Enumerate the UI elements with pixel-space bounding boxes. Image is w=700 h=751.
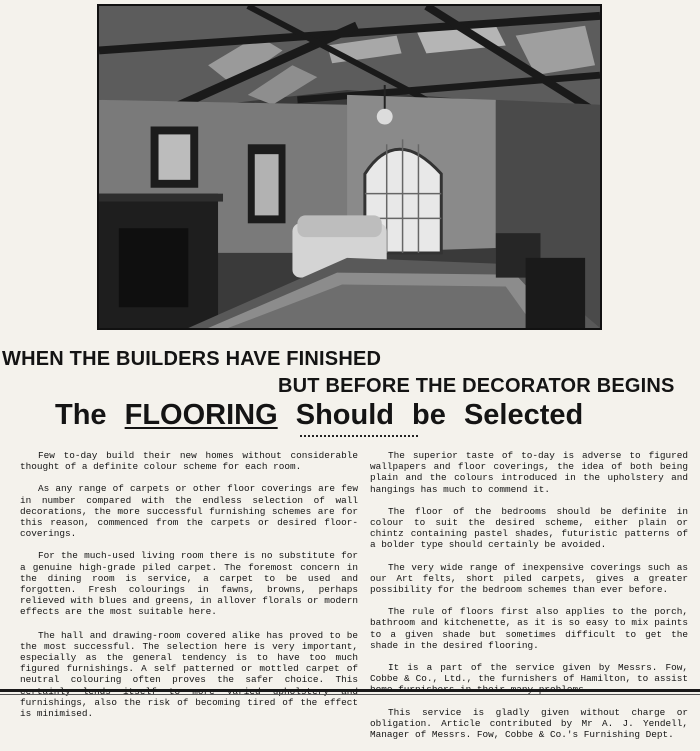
living-room-illustration — [99, 6, 600, 328]
paragraph: For the much-used living room there is no substitute for a genuine high-grade piled carpet. The foremost concern in the dining room is service, a carpet to be used and forgotten. Fresh colourings in fawns, browns, perhaps relieved with blues and greens, in allover florals or modern effects are the most suitable here. — [20, 550, 358, 618]
article-column-right — [370, 450, 688, 751]
paragraph: As any range of carpets or other floor coverings are few in number compared with the endless selection of wall decorations, the more successful furnishing schemes are for this reason, commenced from the carpets or desired floor-coverings. — [20, 483, 358, 540]
paragraph: The very wide range of inexpensive coverings such as our Art felts, short piled carpets, gives a greater possibility for the bedroom schemes than ever before. — [370, 561, 688, 596]
page-bottom-rule-thin — [0, 694, 700, 695]
headline-line-2: BUT BEFORE THE DECORATOR BEGINS — [278, 375, 675, 397]
page-bottom-rule — [0, 689, 700, 692]
article-title — [55, 399, 655, 432]
paragraph: This service is gladly given without charge or obligation. Article contributed by Mr A. J. Yendell, Manager of Messrs. Fow, Cobbe & Co.'s Furnishing Dept. — [370, 706, 688, 741]
paragraph: The floor of the bedrooms should be definite in colour to suit the desired scheme, either plain or chintz containing pastel shades, futuristic patterns of a bolder type should certainly be avoided. — [370, 505, 688, 551]
title-underline-rule — [300, 435, 418, 437]
paragraph: The superior taste of to-day is adverse to figured wallpapers and floor coverings, the idea of both being plain and the colours introduced in the upholstery and hangings has much to commend it. — [370, 450, 688, 495]
title-word-the: The — [55, 399, 107, 431]
paragraph: Few to-day build their new homes without considerable thought of a definite colour scheme for each room. — [20, 450, 358, 473]
title-rest: Should be Selected — [295, 399, 584, 431]
title-word-flooring: FLOORING — [124, 399, 278, 431]
living-room-photo — [97, 4, 602, 330]
headline-line-1: WHEN THE BUILDERS HAVE FINISHED — [2, 348, 382, 370]
paragraph: The hall and drawing-room covered alike has proved to be the most successful. The selection here is very important, especially as the general tendency is to have too much figured furnishings. A self patterned or mottled carpet of neutral colouring often proves the safer choice. This furnishings, also the risk of becoming tired of the effect is minimised. — [20, 629, 358, 720]
paragraph: The rule of floors first also applies to the porch, bathroom and kitchenette, as it is so easy to mix paints to a given shade but sometimes difficult to get the shade in the desired flooring. — [370, 606, 688, 651]
paragraph: It is a part of the service given by Messrs. Fow, Cobbe & Co., Ltd., the furnishers of Hamilton, to assist — [370, 662, 688, 685]
